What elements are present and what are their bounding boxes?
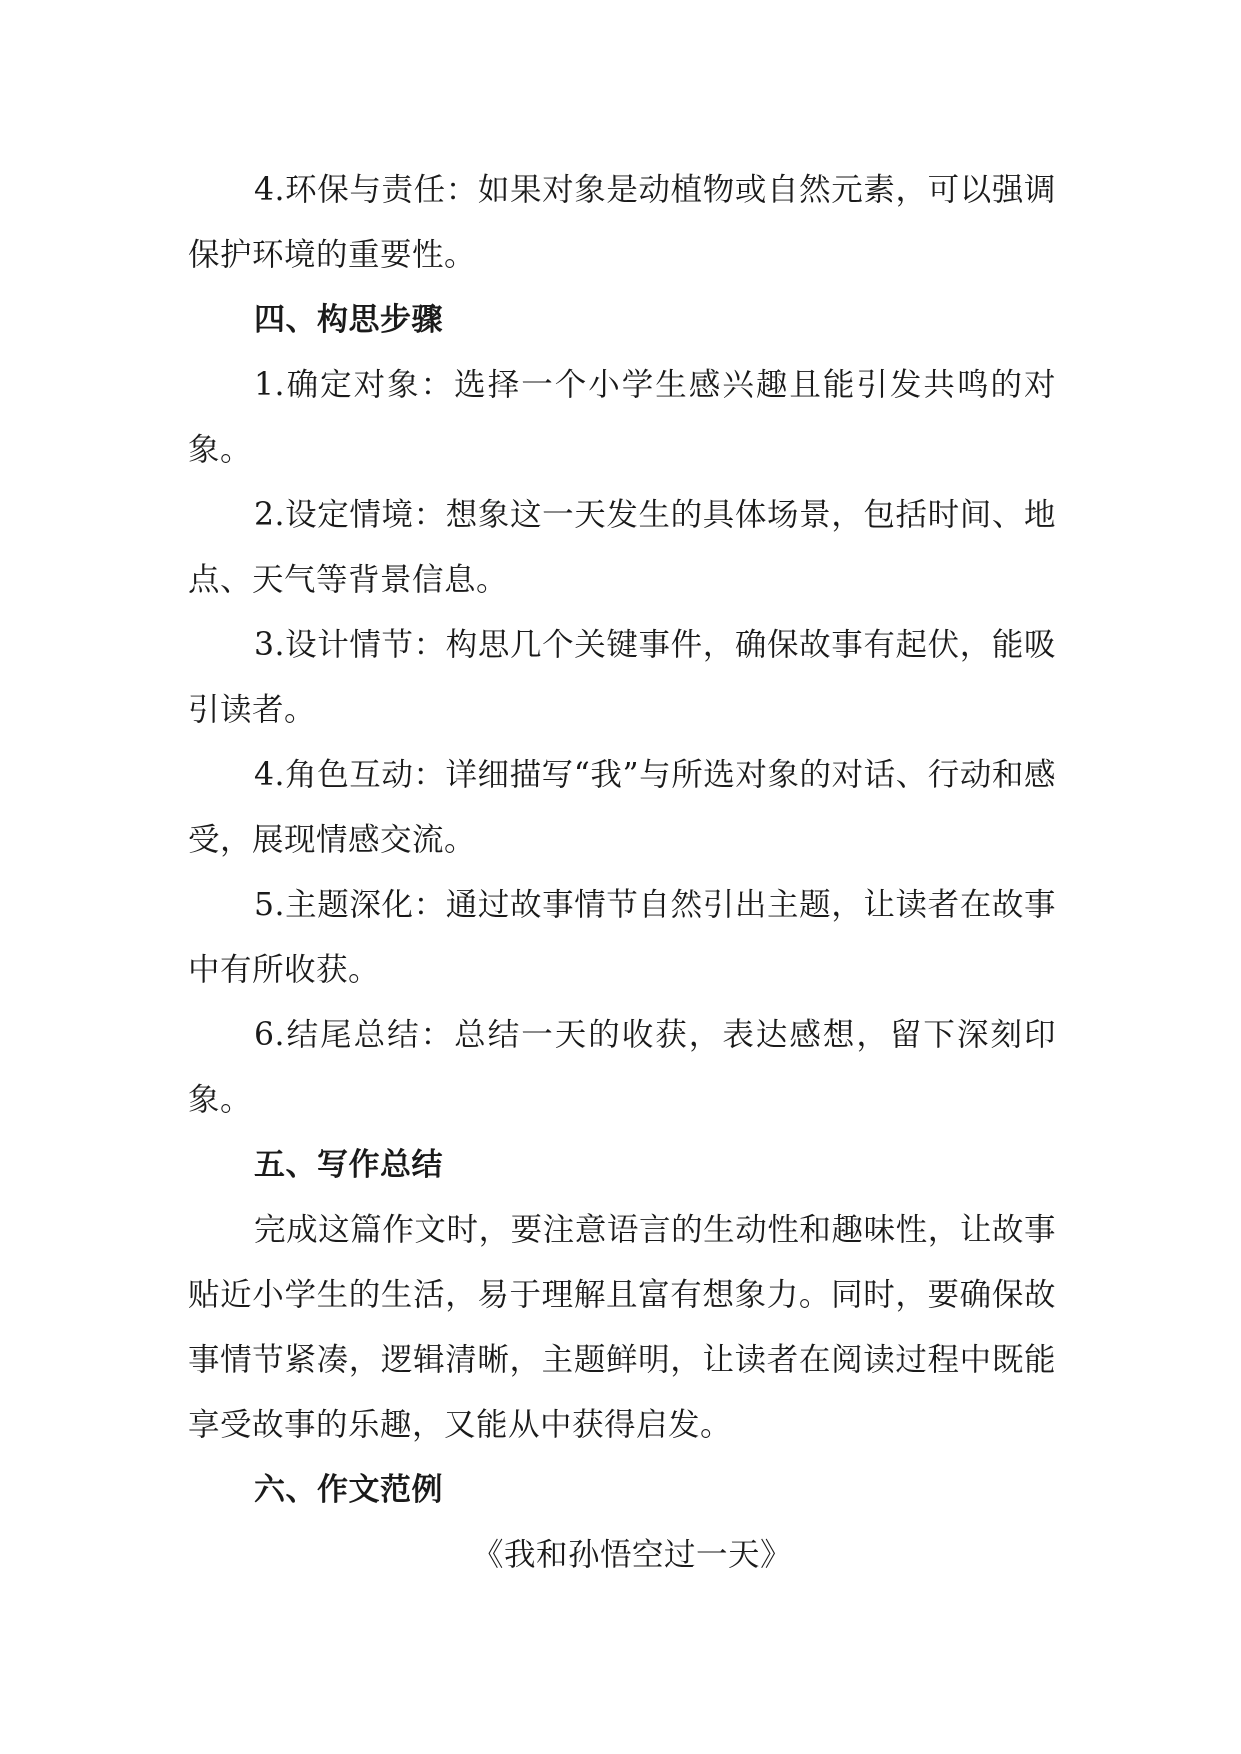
paragraph-environment: 4.环保与责任：如果对象是动植物或自然元素，可以强调保护环境的重要性。 (188, 172, 1056, 273)
step-3: 3.设计情节：构思几个关键事件，确保故事有起伏，能吸引读者。 (188, 627, 1056, 728)
step-4: 4.角色互动：详细描写“我”与所选对象的对话、行动和感受，展现情感交流。 (188, 757, 1056, 858)
section-heading-5: 五、写作总结 (254, 1147, 443, 1183)
step-2: 2.设定情境：想象这一天发生的具体场景，包括时间、地点、天气等背景信息。 (188, 497, 1056, 598)
document-body (188, 158, 1056, 1588)
step-5: 5.主题深化：通过故事情节自然引出主题，让读者在故事中有所收获。 (188, 887, 1056, 988)
section-heading-6: 六、作文范例 (254, 1472, 443, 1508)
step-6: 6.结尾总结：总结一天的收获，表达感想，留下深刻印象。 (188, 1017, 1056, 1118)
essay-title: 《我和孙悟空过一天》 (471, 1537, 792, 1573)
step-1: 1.确定对象：选择一个小学生感兴趣且能引发共鸣的对象。 (188, 367, 1056, 468)
section-heading-4: 四、构思步骤 (254, 302, 443, 338)
summary-paragraph: 完成这篇作文时，要注意语言的生动性和趣味性，让故事贴近小学生的生活，易于理解且富有想象力。同时，要确保故事情节紧凑，逻辑清晰，主题鲜明，让读者在阅读过程中既能享受故事的乐趣，又能从中获得启发。 (188, 1212, 1056, 1443)
